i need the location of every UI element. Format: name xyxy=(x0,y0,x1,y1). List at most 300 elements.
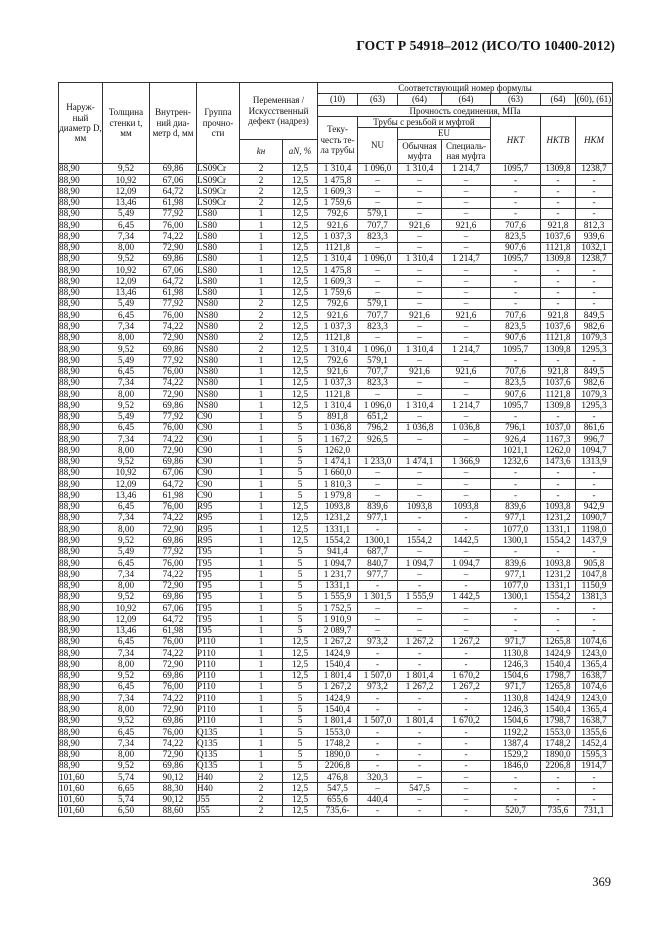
table-cell: 5,74 xyxy=(103,794,150,805)
table-cell: 1 475,8 xyxy=(318,265,358,276)
table-cell: – xyxy=(442,332,491,343)
table-cell: 12,5 xyxy=(283,805,318,816)
table-cell: – xyxy=(398,321,442,332)
table-cell: – xyxy=(442,772,491,783)
table-cell: 61,98 xyxy=(150,490,197,501)
table-cell: – xyxy=(442,231,491,242)
table-cell: – xyxy=(442,434,491,445)
table-cell: 1437,9 xyxy=(576,535,613,546)
table-cell: 1 xyxy=(240,591,283,602)
table-cell: 731,1 xyxy=(576,805,613,816)
table-cell: 12,5 xyxy=(283,242,318,253)
table-row xyxy=(59,276,613,287)
table-cell: 8,00 xyxy=(103,704,150,715)
table-cell: - xyxy=(491,411,541,422)
table-cell: 88,90 xyxy=(59,546,103,557)
table-cell: 72,90 xyxy=(150,389,197,400)
table-cell: LS80 xyxy=(197,287,240,298)
table-cell: LS09Cr xyxy=(197,174,240,185)
table-cell: - xyxy=(576,467,613,478)
table-cell: – xyxy=(442,355,491,366)
table-row xyxy=(59,445,613,456)
table-cell: Q135 xyxy=(197,760,240,771)
table-cell: 69,86 xyxy=(150,400,197,411)
table-cell: 8,00 xyxy=(103,659,150,670)
table-cell: 1093,8 xyxy=(398,501,442,512)
table-cell: 823,3 xyxy=(358,377,398,388)
table-cell: 1 759,6 xyxy=(318,197,358,208)
table-cell: – xyxy=(398,208,442,219)
table-cell: 9,52 xyxy=(103,456,150,467)
table-cell: 1 094,7 xyxy=(442,558,491,569)
table-row xyxy=(59,377,613,388)
table-cell: 1231,2 xyxy=(318,512,358,523)
table-cell: 2 xyxy=(240,805,283,816)
table-cell: 6,45 xyxy=(103,422,150,433)
table-cell: 12,5 xyxy=(283,535,318,546)
table-cell: 7,34 xyxy=(103,434,150,445)
table-cell: – xyxy=(398,276,442,287)
table-cell: 90,12 xyxy=(150,772,197,783)
table-cell: 101,60 xyxy=(59,794,103,805)
table-cell: 88,90 xyxy=(59,310,103,321)
table-cell: 1095,7 xyxy=(491,343,541,354)
table-cell: 88,90 xyxy=(59,704,103,715)
table-cell: 6,45 xyxy=(103,501,150,512)
table-cell: 61,98 xyxy=(150,625,197,636)
table-cell: NS80 xyxy=(197,321,240,332)
table-cell: 76,00 xyxy=(150,422,197,433)
table-cell: – xyxy=(442,276,491,287)
table-cell: 1 231,7 xyxy=(318,569,358,580)
table-cell: 69,86 xyxy=(150,343,197,354)
table-cell: - xyxy=(358,524,398,535)
table-cell: 1231,2 xyxy=(541,512,576,523)
table-row xyxy=(59,580,613,591)
table-cell: - xyxy=(541,287,576,298)
table-cell: 1265,8 xyxy=(541,636,576,647)
table-cell: - xyxy=(576,772,613,783)
table-cell: 1 xyxy=(240,535,283,546)
table-cell: P110 xyxy=(197,670,240,681)
table-cell: P110 xyxy=(197,715,240,726)
table-cell: 88,90 xyxy=(59,749,103,760)
table-cell: 88,90 xyxy=(59,208,103,219)
table-cell: - xyxy=(442,805,491,816)
table-cell: – xyxy=(442,389,491,400)
table-cell: J55 xyxy=(197,805,240,816)
table-cell: 67,06 xyxy=(150,174,197,185)
table-cell: 5,49 xyxy=(103,298,150,309)
table-cell: – xyxy=(398,546,442,557)
table-cell: 1 310,4 xyxy=(318,163,358,174)
table-row xyxy=(59,220,613,231)
table-cell: 8,00 xyxy=(103,332,150,343)
table-cell: 12,5 xyxy=(283,197,318,208)
table-cell: - xyxy=(398,805,442,816)
table-cell: - xyxy=(491,603,541,614)
table-cell: 1121,8 xyxy=(318,332,358,343)
table-cell: 579,1 xyxy=(358,208,398,219)
table-cell: 12,5 xyxy=(283,276,318,287)
table-cell: 74,22 xyxy=(150,434,197,445)
table-cell: 88,90 xyxy=(59,355,103,366)
table-cell: 796,2 xyxy=(358,422,398,433)
table-cell: – xyxy=(442,377,491,388)
table-cell: - xyxy=(576,794,613,805)
table-cell: 5 xyxy=(283,467,318,478)
table-cell: 735,6 xyxy=(541,805,576,816)
table-cell: – xyxy=(398,479,442,490)
table-cell: 1 xyxy=(240,456,283,467)
table-cell: 76,00 xyxy=(150,558,197,569)
table-cell: 12,5 xyxy=(283,659,318,670)
table-cell: 1 xyxy=(240,693,283,704)
table-cell: – xyxy=(442,490,491,501)
table-cell: - xyxy=(541,625,576,636)
table-cell: 1130,8 xyxy=(491,693,541,704)
table-cell: 64,72 xyxy=(150,276,197,287)
header-flow-pipe: Теку-честь те-ла трубы xyxy=(318,117,358,164)
table-cell: – xyxy=(358,783,398,794)
table-cell: 1 214,7 xyxy=(442,163,491,174)
table-cell: – xyxy=(398,569,442,580)
table-cell: – xyxy=(442,298,491,309)
table-cell: - xyxy=(491,298,541,309)
table-cell: 9,52 xyxy=(103,591,150,602)
table-cell: 7,34 xyxy=(103,648,150,659)
table-cell: 921,6 xyxy=(398,310,442,321)
table-row xyxy=(59,298,613,309)
formula-cell: (63) xyxy=(491,94,541,105)
table-cell: 5 xyxy=(283,760,318,771)
table-cell: 101,60 xyxy=(59,772,103,783)
table-cell: 823,5 xyxy=(491,377,541,388)
table-cell: 1 507,0 xyxy=(358,715,398,726)
table-cell: 6,50 xyxy=(103,805,150,816)
table-body xyxy=(59,163,613,816)
table-cell: 76,00 xyxy=(150,636,197,647)
table-cell: 1 801,4 xyxy=(398,670,442,681)
table-cell: 1 670,2 xyxy=(442,670,491,681)
table-cell: - xyxy=(491,625,541,636)
table-cell: 13,46 xyxy=(103,197,150,208)
table-cell: 9,52 xyxy=(103,343,150,354)
table-row xyxy=(59,772,613,783)
table-cell: 5 xyxy=(283,614,318,625)
table-cell: 1300,1 xyxy=(358,535,398,546)
table-cell: 1355,6 xyxy=(576,727,613,738)
table-cell: 1 xyxy=(240,738,283,749)
table-cell: 88,90 xyxy=(59,681,103,692)
table-row xyxy=(59,693,613,704)
table-cell: – xyxy=(398,467,442,478)
table-cell: 1300,1 xyxy=(491,535,541,546)
table-cell: 88,90 xyxy=(59,231,103,242)
table-cell: 1 xyxy=(240,704,283,715)
table-cell: 9,52 xyxy=(103,715,150,726)
table-cell: 1 xyxy=(240,749,283,760)
table-row xyxy=(59,434,613,445)
table-cell: 6,65 xyxy=(103,783,150,794)
table-cell: 13,46 xyxy=(103,287,150,298)
table-cell: 1540,4 xyxy=(541,704,576,715)
table-cell: 1 214,7 xyxy=(442,400,491,411)
table-cell: 1 xyxy=(240,366,283,377)
table-cell: 74,22 xyxy=(150,693,197,704)
table-cell: 88,90 xyxy=(59,636,103,647)
table-cell: 1094,7 xyxy=(576,445,613,456)
table-cell: 1238,7 xyxy=(576,253,613,264)
table-cell: 1 xyxy=(240,242,283,253)
table-cell: 69,86 xyxy=(150,535,197,546)
table-cell: 1 096,0 xyxy=(358,253,398,264)
table-cell: 1554,2 xyxy=(398,535,442,546)
table-cell: 88,90 xyxy=(59,693,103,704)
table-cell: 88,90 xyxy=(59,163,103,174)
table-cell: 88,90 xyxy=(59,456,103,467)
table-cell: 12,5 xyxy=(283,366,318,377)
table-cell: 1 660,0 xyxy=(318,467,358,478)
table-cell: 1504,6 xyxy=(491,670,541,681)
table-cell: NS80 xyxy=(197,310,240,321)
table-cell: 5 xyxy=(283,715,318,726)
table-cell: 1 xyxy=(240,546,283,557)
table-row xyxy=(59,727,613,738)
table-cell: - xyxy=(398,727,442,738)
table-cell: 707,7 xyxy=(358,310,398,321)
table-cell: – xyxy=(442,186,491,197)
table-cell: - xyxy=(491,783,541,794)
table-cell: - xyxy=(442,749,491,760)
table-cell: 1 094,7 xyxy=(398,558,442,569)
table-cell: – xyxy=(358,603,398,614)
header-inner-diameter: Внутрен-ний диа-метр d, мм xyxy=(150,83,197,164)
table-cell: 88,90 xyxy=(59,287,103,298)
table-cell: 1 267,2 xyxy=(398,681,442,692)
table-cell: – xyxy=(358,174,398,185)
table-cell: - xyxy=(358,693,398,704)
table-cell: - xyxy=(491,490,541,501)
table-cell: 1553,0 xyxy=(541,727,576,738)
table-cell: - xyxy=(541,467,576,478)
table-cell xyxy=(398,445,442,456)
table-cell: – xyxy=(398,490,442,501)
table-cell: 926,5 xyxy=(358,434,398,445)
table-cell: 5 xyxy=(283,625,318,636)
table-cell: 1246,3 xyxy=(491,704,541,715)
table-cell: 2 xyxy=(240,343,283,354)
table-cell: 1309,8 xyxy=(541,400,576,411)
formula-cell: (64) xyxy=(398,94,442,105)
table-cell: - xyxy=(398,659,442,670)
table-cell: – xyxy=(358,265,398,276)
table-cell: - xyxy=(576,265,613,276)
table-cell: - xyxy=(576,298,613,309)
table-row xyxy=(59,501,613,512)
table-cell: - xyxy=(398,704,442,715)
table-row xyxy=(59,310,613,321)
table-cell: - xyxy=(576,546,613,557)
table-cell: 1167,3 xyxy=(541,434,576,445)
table-cell: – xyxy=(442,174,491,185)
table-cell: – xyxy=(398,242,442,253)
table-cell: 1424,9 xyxy=(541,693,576,704)
table-cell: 1093,8 xyxy=(541,501,576,512)
table-cell: - xyxy=(541,490,576,501)
table-cell: 2 xyxy=(240,174,283,185)
table-cell: 12,5 xyxy=(283,208,318,219)
table-cell: - xyxy=(491,208,541,219)
table-cell: 7,34 xyxy=(103,321,150,332)
table-cell: 88,90 xyxy=(59,738,103,749)
table-cell: - xyxy=(398,524,442,535)
table-cell: 1232,6 xyxy=(491,456,541,467)
table-cell: 1077,0 xyxy=(491,580,541,591)
table-cell: 8,00 xyxy=(103,524,150,535)
table-cell: 1 474,1 xyxy=(318,456,358,467)
table-cell: 2 xyxy=(240,298,283,309)
formula-cell: (10) xyxy=(318,94,358,105)
table-cell: 12,5 xyxy=(283,343,318,354)
table-cell: 1 xyxy=(240,287,283,298)
table-cell: NS80 xyxy=(197,343,240,354)
table-cell: 2 xyxy=(240,794,283,805)
table-cell: P110 xyxy=(197,636,240,647)
table-cell: 1 xyxy=(240,265,283,276)
header-threaded: Трубы с резьбой и муфтой xyxy=(358,117,491,128)
table-cell: 12,5 xyxy=(283,670,318,681)
table-row xyxy=(59,163,613,174)
table-cell: 64,72 xyxy=(150,479,197,490)
table-cell: – xyxy=(442,265,491,276)
formula-cell: (64) xyxy=(442,94,491,105)
table-cell: 1442,5 xyxy=(442,535,491,546)
table-cell: – xyxy=(358,197,398,208)
table-cell: 2206,8 xyxy=(541,760,576,771)
table-cell: R95 xyxy=(197,524,240,535)
table-cell: 707,7 xyxy=(358,366,398,377)
table-cell: - xyxy=(442,704,491,715)
table-cell: - xyxy=(442,760,491,771)
table-cell: 1 096,0 xyxy=(358,400,398,411)
table-cell: 1452,4 xyxy=(576,738,613,749)
table-cell: - xyxy=(491,772,541,783)
table-cell: 1192,2 xyxy=(491,727,541,738)
table-cell: 1238,7 xyxy=(576,163,613,174)
table-cell: 1 214,7 xyxy=(442,253,491,264)
table-cell: 9,52 xyxy=(103,400,150,411)
table-cell: - xyxy=(442,512,491,523)
table-cell: – xyxy=(398,772,442,783)
table-row xyxy=(59,648,613,659)
table-cell: - xyxy=(541,411,576,422)
table-cell: 69,86 xyxy=(150,456,197,467)
table-cell: 5 xyxy=(283,479,318,490)
table-cell: 88,90 xyxy=(59,434,103,445)
table-cell: 88,90 xyxy=(59,265,103,276)
table-cell: 8,00 xyxy=(103,445,150,456)
table-cell: 1037,6 xyxy=(541,377,576,388)
table-cell: 1121,8 xyxy=(318,242,358,253)
table-row xyxy=(59,197,613,208)
table-cell: 1 xyxy=(240,467,283,478)
table-row xyxy=(59,569,613,580)
table-cell: C90 xyxy=(197,490,240,501)
table-cell: 2 xyxy=(240,783,283,794)
table-row xyxy=(59,186,613,197)
table-cell: 1554,2 xyxy=(541,591,576,602)
table-cell: 1037,0 xyxy=(541,422,576,433)
table-cell: 1243,0 xyxy=(576,693,613,704)
table-cell: 1037,6 xyxy=(541,231,576,242)
table-cell: 839,6 xyxy=(491,501,541,512)
table-cell: - xyxy=(576,490,613,501)
table-cell: 12,5 xyxy=(283,783,318,794)
table-cell: 1 233,0 xyxy=(358,456,398,467)
table-cell: 579,1 xyxy=(358,355,398,366)
table-cell: 1 xyxy=(240,670,283,681)
table-cell: 5 xyxy=(283,738,318,749)
table-row xyxy=(59,670,613,681)
table-row xyxy=(59,659,613,670)
table-cell: 1 037,3 xyxy=(318,231,358,242)
table-cell: - xyxy=(491,794,541,805)
table-cell: 2 xyxy=(240,321,283,332)
table-cell: - xyxy=(491,265,541,276)
formula-cell: (60), (61) xyxy=(576,94,612,105)
table-cell: 1914,7 xyxy=(576,760,613,771)
table-row xyxy=(59,738,613,749)
table-cell: 5,49 xyxy=(103,411,150,422)
table-row xyxy=(59,366,613,377)
table-cell: 849,5 xyxy=(576,310,613,321)
table-cell: 1265,8 xyxy=(541,681,576,692)
table-cell: 1 267,2 xyxy=(318,636,358,647)
table-cell: 1231,2 xyxy=(541,569,576,580)
table-cell: 1 267,2 xyxy=(318,681,358,692)
table-cell: 971,7 xyxy=(491,636,541,647)
table-cell: - xyxy=(541,265,576,276)
table-cell: 88,90 xyxy=(59,603,103,614)
table-cell: 1 xyxy=(240,524,283,535)
table-cell: - xyxy=(358,727,398,738)
table-cell: P110 xyxy=(197,681,240,692)
table-cell: 88,30 xyxy=(150,783,197,794)
table-cell: J55 xyxy=(197,794,240,805)
table-cell: 12,5 xyxy=(283,220,318,231)
table-cell: 69,86 xyxy=(150,253,197,264)
table-cell: 1 094,7 xyxy=(318,558,358,569)
table-cell: 1121,8 xyxy=(541,332,576,343)
table-cell: 1 801,4 xyxy=(318,715,358,726)
table-cell: 1095,7 xyxy=(491,253,541,264)
table-cell: - xyxy=(541,479,576,490)
table-cell: 88,90 xyxy=(59,512,103,523)
table-cell: P110 xyxy=(197,648,240,659)
table-cell: 7,34 xyxy=(103,377,150,388)
table-cell: T95 xyxy=(197,603,240,614)
table-cell: - xyxy=(398,512,442,523)
table-cell: 7,34 xyxy=(103,738,150,749)
table-cell: 547,5 xyxy=(398,783,442,794)
table-cell: 1 xyxy=(240,569,283,580)
table-cell: T95 xyxy=(197,558,240,569)
header-nktv: НКТВ xyxy=(541,117,576,164)
table-cell: - xyxy=(398,648,442,659)
table-cell: 1198,0 xyxy=(576,524,613,535)
table-cell: 88,90 xyxy=(59,715,103,726)
